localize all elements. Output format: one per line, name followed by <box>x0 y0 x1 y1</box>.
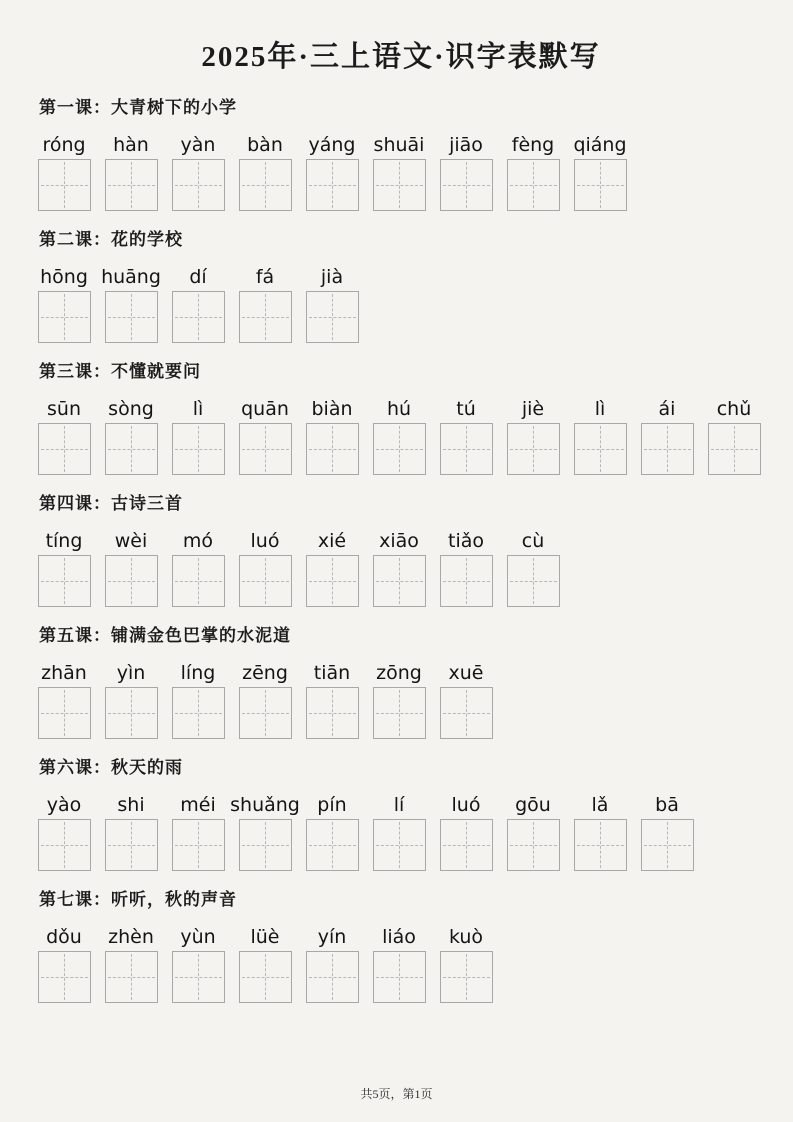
box-horizontal-guide <box>711 449 758 450</box>
pinyin-row <box>37 530 765 607</box>
character-cell <box>372 134 426 211</box>
box-horizontal-guide <box>41 185 88 186</box>
writing-box <box>306 555 359 607</box>
writing-box <box>373 951 426 1003</box>
character-cell <box>439 530 493 607</box>
box-horizontal-guide <box>510 581 557 582</box>
writing-box <box>105 555 158 607</box>
box-horizontal-guide <box>443 977 490 978</box>
writing-box <box>440 687 493 739</box>
writing-box <box>373 159 426 211</box>
writing-box <box>507 819 560 871</box>
box-horizontal-guide <box>577 845 624 846</box>
lesson-heading: 第四课：古诗三首 <box>39 494 183 513</box>
pinyin-label: cù <box>521 530 545 552</box>
character-cell <box>171 530 225 607</box>
character-cell <box>37 134 91 211</box>
writing-box <box>574 819 627 871</box>
writing-box <box>38 951 91 1003</box>
pinyin-label: qiáng <box>573 134 627 156</box>
box-horizontal-guide <box>41 713 88 714</box>
character-cell <box>573 794 627 871</box>
character-cell <box>439 662 493 739</box>
pinyin-row <box>37 926 765 1003</box>
box-horizontal-guide <box>242 317 289 318</box>
pinyin-row <box>37 662 765 739</box>
pinyin-row <box>37 134 765 211</box>
character-cell <box>372 398 426 475</box>
pinyin-label: hàn <box>113 134 149 156</box>
box-horizontal-guide <box>41 977 88 978</box>
writing-box <box>239 687 292 739</box>
character-cell <box>171 398 225 475</box>
pinyin-label: yáng <box>308 134 356 156</box>
box-horizontal-guide <box>376 581 423 582</box>
box-horizontal-guide <box>108 317 155 318</box>
pinyin-label: yùn <box>180 926 216 948</box>
pinyin-label: tú <box>456 398 476 420</box>
box-horizontal-guide <box>108 713 155 714</box>
character-cell <box>573 398 627 475</box>
character-cell <box>506 398 560 475</box>
writing-box <box>373 423 426 475</box>
box-horizontal-guide <box>309 185 356 186</box>
box-horizontal-guide <box>41 449 88 450</box>
character-cell <box>104 794 158 871</box>
character-cell <box>37 794 91 871</box>
box-horizontal-guide <box>242 185 289 186</box>
character-cell <box>171 662 225 739</box>
writing-box <box>507 423 560 475</box>
box-horizontal-guide <box>108 977 155 978</box>
pinyin-label: shuǎng <box>230 794 300 816</box>
box-horizontal-guide <box>242 449 289 450</box>
pinyin-label: xiāo <box>379 530 419 552</box>
pinyin-label: shi <box>117 794 145 816</box>
pinyin-label: lǎ <box>591 794 609 816</box>
box-horizontal-guide <box>309 713 356 714</box>
lesson-section <box>37 494 765 607</box>
pinyin-label: zhān <box>41 662 87 684</box>
box-horizontal-guide <box>41 317 88 318</box>
box-horizontal-guide <box>376 713 423 714</box>
pinyin-label: bàn <box>247 134 283 156</box>
pinyin-label: lì <box>594 398 606 420</box>
box-horizontal-guide <box>108 581 155 582</box>
pinyin-label: zōng <box>376 662 422 684</box>
pinyin-label: yìn <box>116 662 146 684</box>
box-horizontal-guide <box>443 449 490 450</box>
character-cell <box>37 926 91 1003</box>
box-horizontal-guide <box>175 713 222 714</box>
pinyin-label: kuò <box>448 926 484 948</box>
writing-box <box>306 423 359 475</box>
pinyin-label: jiāo <box>449 134 483 156</box>
pinyin-label: yào <box>46 794 82 816</box>
box-horizontal-guide <box>41 581 88 582</box>
lesson-section <box>37 98 765 211</box>
box-horizontal-guide <box>242 581 289 582</box>
character-cell <box>372 662 426 739</box>
character-cell <box>37 662 91 739</box>
pinyin-label: fèng <box>511 134 555 156</box>
character-cell <box>104 530 158 607</box>
pinyin-label: quān <box>241 398 289 420</box>
lesson-section <box>37 890 765 1003</box>
pinyin-label: chǔ <box>716 398 752 420</box>
box-horizontal-guide <box>443 581 490 582</box>
character-cell <box>305 530 359 607</box>
writing-box <box>38 687 91 739</box>
character-cell <box>104 662 158 739</box>
box-horizontal-guide <box>510 185 557 186</box>
character-cell <box>506 134 560 211</box>
pinyin-label: zēng <box>242 662 288 684</box>
pinyin-label: mó <box>182 530 214 552</box>
character-cell <box>305 134 359 211</box>
box-horizontal-guide <box>175 845 222 846</box>
box-horizontal-guide <box>41 845 88 846</box>
lesson-heading: 第二课：花的学校 <box>39 230 183 249</box>
character-cell <box>238 530 292 607</box>
writing-box <box>172 291 225 343</box>
character-cell <box>439 398 493 475</box>
character-cell <box>640 398 694 475</box>
box-horizontal-guide <box>443 185 490 186</box>
writing-box <box>172 819 225 871</box>
writing-box <box>507 159 560 211</box>
lesson-section <box>37 230 765 343</box>
box-horizontal-guide <box>309 581 356 582</box>
pinyin-label: zhèn <box>108 926 154 948</box>
writing-box <box>105 159 158 211</box>
writing-box <box>239 159 292 211</box>
pinyin-label: xuē <box>448 662 484 684</box>
pinyin-row <box>37 266 765 343</box>
pinyin-label: pín <box>317 794 347 816</box>
character-cell <box>101 266 161 343</box>
pinyin-label: hú <box>386 398 412 420</box>
character-cell <box>37 530 91 607</box>
pinyin-label: tiān <box>313 662 351 684</box>
pinyin-label: shuāi <box>373 134 425 156</box>
box-horizontal-guide <box>309 449 356 450</box>
box-horizontal-guide <box>242 977 289 978</box>
writing-box <box>105 951 158 1003</box>
character-cell <box>372 530 426 607</box>
box-horizontal-guide <box>376 977 423 978</box>
pinyin-label: yín <box>317 926 347 948</box>
pinyin-label: luó <box>250 530 280 552</box>
character-cell <box>305 398 359 475</box>
writing-box <box>641 819 694 871</box>
character-cell <box>372 794 426 871</box>
writing-box <box>507 555 560 607</box>
pinyin-label: lì <box>192 398 204 420</box>
character-cell <box>439 794 493 871</box>
lesson-heading: 第一课：大青树下的小学 <box>39 98 237 117</box>
box-horizontal-guide <box>443 713 490 714</box>
box-horizontal-guide <box>242 713 289 714</box>
pinyin-label: tíng <box>45 530 83 552</box>
writing-box <box>440 159 493 211</box>
box-horizontal-guide <box>309 317 356 318</box>
box-horizontal-guide <box>108 845 155 846</box>
character-cell <box>305 794 359 871</box>
character-cell <box>238 134 292 211</box>
box-horizontal-guide <box>108 449 155 450</box>
pinyin-label: xié <box>317 530 347 552</box>
pinyin-row <box>37 398 765 475</box>
pinyin-label: jià <box>320 266 344 288</box>
box-horizontal-guide <box>644 845 691 846</box>
character-cell <box>171 794 225 871</box>
writing-box <box>172 159 225 211</box>
pinyin-label: wèi <box>114 530 148 552</box>
pinyin-label: hōng <box>40 266 88 288</box>
writing-box <box>440 555 493 607</box>
character-cell <box>171 926 225 1003</box>
lesson-heading: 第六课：秋天的雨 <box>39 758 183 777</box>
box-horizontal-guide <box>242 845 289 846</box>
page-footer: 共5页，第1页 <box>360 1087 433 1101</box>
writing-box <box>641 423 694 475</box>
pinyin-label: liáo <box>382 926 416 948</box>
box-horizontal-guide <box>510 449 557 450</box>
lessons-container <box>37 98 765 1003</box>
character-cell <box>707 398 761 475</box>
writing-box <box>172 951 225 1003</box>
writing-box <box>38 819 91 871</box>
pinyin-label: jiè <box>521 398 545 420</box>
character-cell <box>104 398 158 475</box>
pinyin-label: luó <box>451 794 481 816</box>
box-horizontal-guide <box>644 449 691 450</box>
writing-box <box>306 951 359 1003</box>
writing-box <box>239 291 292 343</box>
character-cell <box>171 134 225 211</box>
writing-box <box>38 423 91 475</box>
writing-box <box>440 951 493 1003</box>
character-cell <box>372 926 426 1003</box>
character-cell <box>171 266 225 343</box>
pinyin-label: yàn <box>180 134 216 156</box>
lesson-heading: 第五课：铺满金色巴掌的水泥道 <box>39 626 291 645</box>
writing-box <box>708 423 761 475</box>
pinyin-label: fá <box>255 266 275 288</box>
writing-box <box>239 423 292 475</box>
lesson-heading: 第七课：听听，秋的声音 <box>39 890 237 909</box>
box-horizontal-guide <box>175 977 222 978</box>
lesson-heading: 第三课：不懂就要问 <box>39 362 201 381</box>
character-cell <box>238 398 292 475</box>
writing-box <box>38 159 91 211</box>
writing-box <box>373 819 426 871</box>
writing-box <box>239 819 292 871</box>
character-cell <box>506 794 560 871</box>
character-cell <box>37 398 91 475</box>
writing-box <box>38 291 91 343</box>
writing-box <box>574 423 627 475</box>
pinyin-label: sòng <box>108 398 154 420</box>
pinyin-label: tiǎo <box>448 530 484 552</box>
page-title: 2025年·三上语文·识字表默写 <box>201 41 601 73</box>
pinyin-label: róng <box>42 134 86 156</box>
pinyin-label: bā <box>655 794 679 816</box>
pinyin-label: huāng <box>101 266 161 288</box>
writing-box <box>105 291 158 343</box>
character-cell <box>640 794 694 871</box>
pinyin-label: lí <box>393 794 405 816</box>
pinyin-label: ái <box>658 398 676 420</box>
writing-box <box>306 819 359 871</box>
character-cell <box>238 266 292 343</box>
writing-box <box>373 555 426 607</box>
character-cell <box>439 926 493 1003</box>
box-horizontal-guide <box>175 449 222 450</box>
character-cell <box>37 266 91 343</box>
writing-box <box>239 951 292 1003</box>
writing-box <box>172 423 225 475</box>
box-horizontal-guide <box>376 185 423 186</box>
box-horizontal-guide <box>175 185 222 186</box>
writing-box <box>440 423 493 475</box>
writing-box <box>373 687 426 739</box>
box-horizontal-guide <box>175 581 222 582</box>
character-cell <box>573 134 627 211</box>
writing-box <box>38 555 91 607</box>
lesson-section <box>37 626 765 739</box>
writing-box <box>105 687 158 739</box>
box-horizontal-guide <box>443 845 490 846</box>
writing-box <box>105 819 158 871</box>
character-cell <box>230 794 300 871</box>
writing-box <box>172 555 225 607</box>
pinyin-label: dí <box>189 266 207 288</box>
writing-box <box>239 555 292 607</box>
character-cell <box>238 926 292 1003</box>
character-cell <box>305 662 359 739</box>
writing-box <box>440 819 493 871</box>
pinyin-label: biàn <box>311 398 353 420</box>
character-cell <box>305 926 359 1003</box>
writing-box <box>306 159 359 211</box>
character-cell <box>238 662 292 739</box>
writing-box <box>306 291 359 343</box>
pinyin-row <box>37 794 765 871</box>
box-horizontal-guide <box>510 845 557 846</box>
pinyin-label: dǒu <box>46 926 82 948</box>
character-cell <box>104 134 158 211</box>
box-horizontal-guide <box>175 317 222 318</box>
pinyin-label: méi <box>180 794 216 816</box>
pinyin-label: líng <box>180 662 216 684</box>
lesson-section <box>37 362 765 475</box>
writing-box <box>574 159 627 211</box>
character-cell <box>305 266 359 343</box>
character-cell <box>439 134 493 211</box>
box-horizontal-guide <box>577 449 624 450</box>
character-cell <box>104 926 158 1003</box>
writing-box <box>172 687 225 739</box>
box-horizontal-guide <box>577 185 624 186</box>
lesson-section <box>37 758 765 871</box>
box-horizontal-guide <box>309 845 356 846</box>
box-horizontal-guide <box>108 185 155 186</box>
pinyin-label: sūn <box>47 398 81 420</box>
pinyin-label: gōu <box>515 794 551 816</box>
character-cell <box>506 530 560 607</box>
box-horizontal-guide <box>376 845 423 846</box>
box-horizontal-guide <box>309 977 356 978</box>
writing-box <box>306 687 359 739</box>
box-horizontal-guide <box>376 449 423 450</box>
pinyin-label: lüè <box>250 926 280 948</box>
writing-box <box>105 423 158 475</box>
